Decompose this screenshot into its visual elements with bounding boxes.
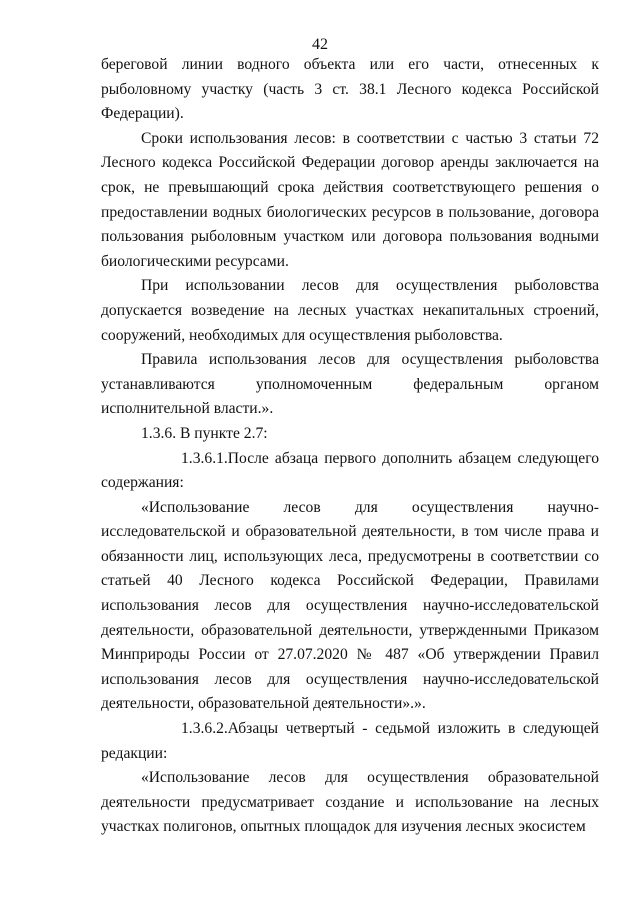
paragraph-construction: При использовании лесов для осуществления рыболовства допускается возведение на лесных участках некапитальных строений, сооружений, необходимых для осуществления рыболовства.: [101, 277, 599, 344]
paragraph-section-heading: 1.3.6. В пункте 2.7:: [141, 424, 268, 442]
paragraph-continuation: береговой линии водного объекта или его части, отнесенных к рыболовному участку (часть 3 ст. 38.1 Лесного кодекса Российской Федерации).: [101, 56, 599, 123]
paragraph-lease-terms: Сроки использования лесов: в соответствии с частью 3 статьи 72 Лесного кодекса Российской Федерации договор аренды заключается на срок, не превышающий срока действия соответствующего решения о предоставлении водных биологических ресурсов в пользование, договора пользования рыболовным участком или договора пользования водными биологическими ресурсами.: [101, 129, 599, 270]
item-number: 1.3.6.1.: [181, 449, 228, 467]
item-text: Абзацы четвертый - седьмой изложить в следующей редакции:: [101, 720, 599, 762]
paragraph-rules: Правила использования лесов для осуществления рыболовства устанавливаются уполномоченным федеральным органом исполнительной власти.».: [101, 351, 599, 418]
item-text: После абзаца первого дополнить абзацем следующего содержания:: [101, 449, 599, 492]
page-number: 42: [312, 36, 328, 53]
paragraph-education-quote: «Использование лесов для осуществления образовательной деятельности предусматривает создание и использование на лесных участках полигонов, опытных площадок для изучения лесных экосистем: [101, 769, 599, 836]
paragraph-item-1-3-6-1: [101, 447, 599, 496]
paragraph-research-quote: «Использование лесов для осуществления научно-исследовательской и образовательной деятельности, в том числе права и обязанности лиц, использующих леса, предусмотрены в соответствии со статьей 40 Лесного кодекса Российской Федерации, Правилами использования лесов для осуществления научно-исследовательской деятельности, образовательной деятельности, утвержденными Приказом Минприроды России от 27.07.2020 № 487 «Об утверждении Правил использования лесов для осуществления научно-исследовательской деятельности, образовательной деятельности».».: [101, 498, 599, 713]
item-number: 1.3.6.2.: [181, 720, 228, 738]
paragraph-item-1-3-6-2: [101, 717, 599, 766]
document-body: [101, 53, 599, 840]
